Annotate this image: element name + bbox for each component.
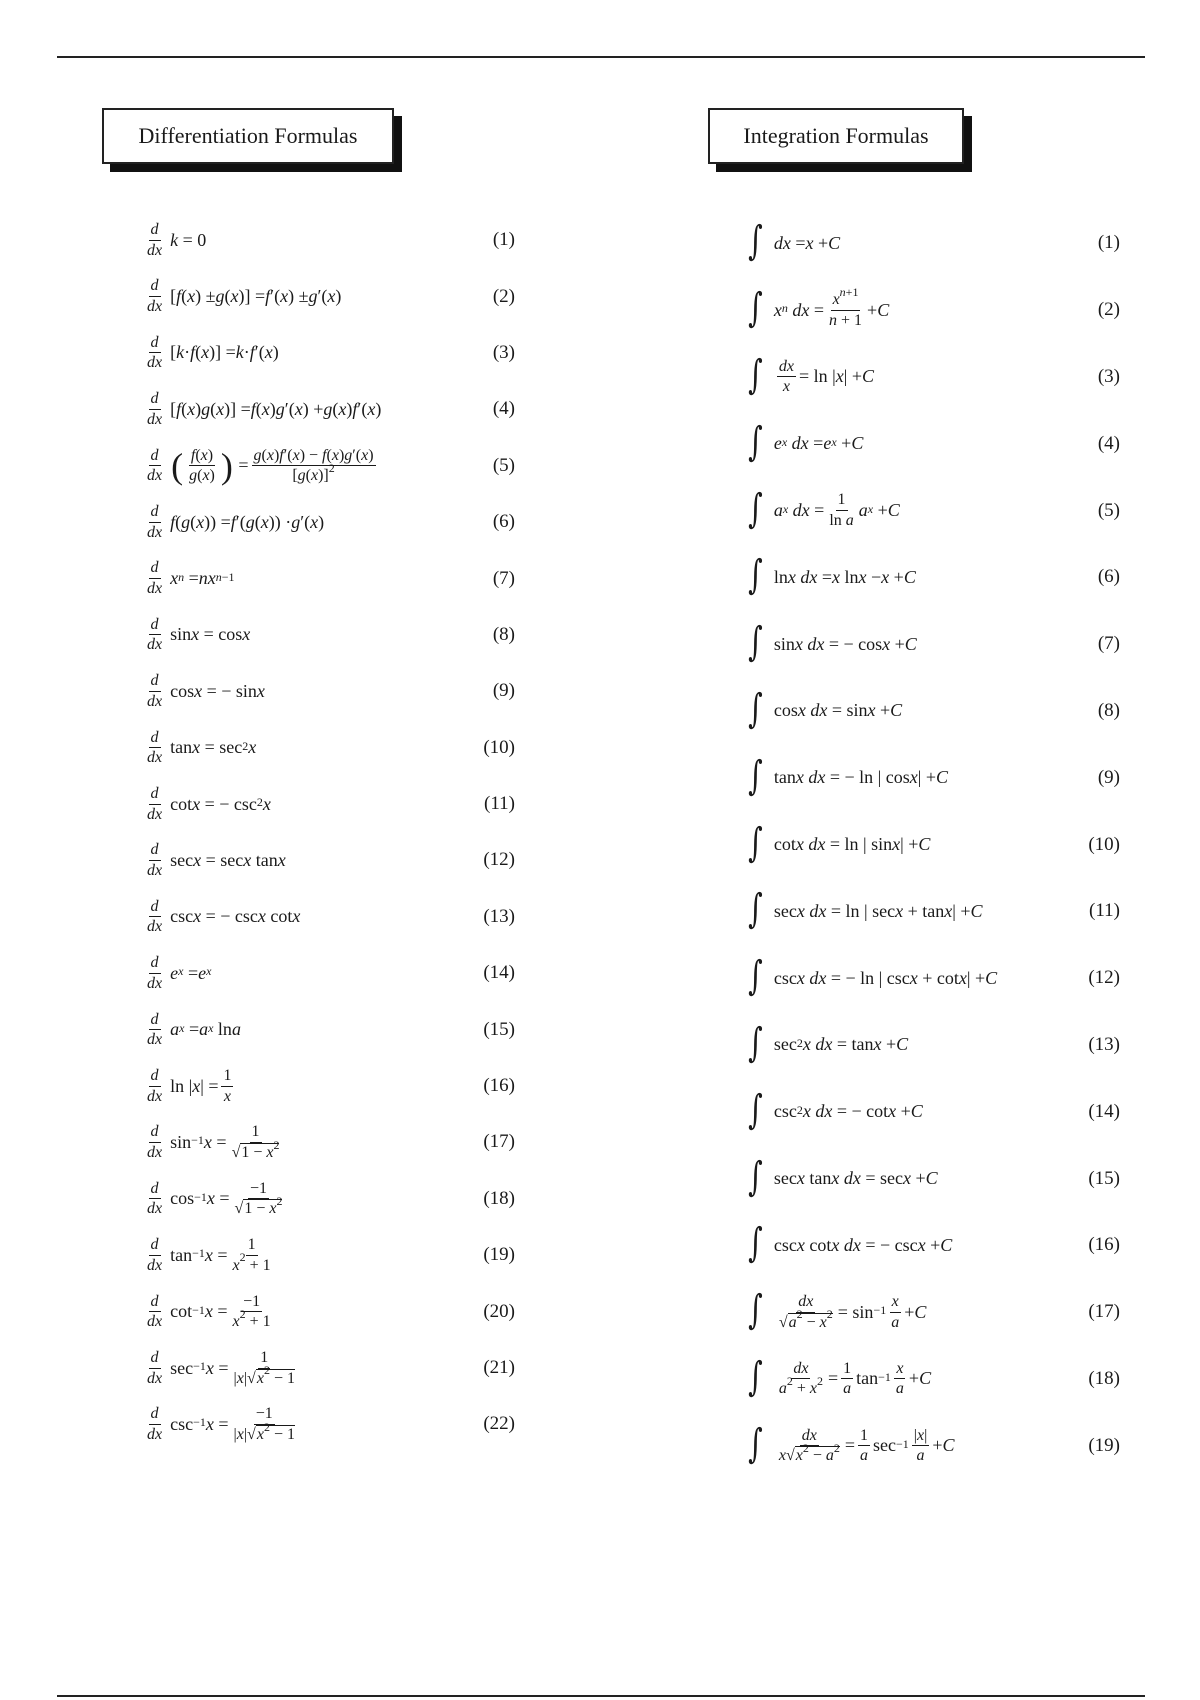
integral-sign: ∫ [748,285,763,332]
integral-sign: ∫ [748,819,763,866]
diff-formula-3 [145,325,515,381]
diff-formula-22 [145,1396,515,1452]
int-formula-4 [745,410,1120,477]
diff-formula-7 [145,550,515,606]
equation-number: (16) [1088,1234,1120,1256]
formula-expression: ∫ sin x dx = − cos x + C [748,619,917,666]
equation-number: (17) [483,1131,515,1153]
integral-sign: ∫ [748,218,763,265]
equation-number: (2) [1097,299,1120,321]
equation-number: (22) [483,1413,515,1435]
formula-expression: $\frac{d}{dx}$ ln | x | = $\frac{1}{x}$ [147,1066,232,1105]
equation-number: (14) [483,962,515,984]
formula-expression: $\frac{d}{dx}$ cos $^{-1}$ x = $\frac{-1}{√1 - x^2}$ [147,1179,283,1218]
integral-sign: ∫ [748,1420,763,1467]
formula-expression: ∫ a $^x$ dx = $\frac{1}{\text{ln a}}$ a $^x$ + C [748,485,900,532]
diff-formula-15 [145,1001,515,1057]
formula-expression: $\frac{d}{dx}$ k = 0 [147,221,207,259]
integral-sign: ∫ [748,1086,763,1133]
integral-sign: ∫ [748,351,763,398]
equation-number: (20) [483,1300,515,1322]
equation-number: (7) [492,567,515,589]
differentiation-title: Differentiation Formulas [102,108,394,164]
integral-sign: ∫ [748,619,763,666]
diff-formula-21 [145,1340,515,1396]
integral-sign: ∫ [748,685,763,732]
formula-expression: $\frac{d}{dx}$ sec $^{-1}$ x = $\frac{1}{|x|√x^2 - 1}$ [147,1348,295,1387]
equation-number: (7) [1097,633,1120,655]
diff-formula-2 [145,268,515,324]
formula-expression: ∫ e $^x$ dx = e $^x$ + C [748,418,864,465]
diff-formula-16 [145,1058,515,1114]
formula-expression: $\frac{d}{dx}$ a $^x$ = a $^x$ ln a [147,1010,241,1049]
formula-expression: ∫ csc $^2$ x dx = − cot x + C [748,1086,923,1133]
int-formula-5 [745,477,1120,544]
formula-expression: ∫ $\frac{dx}{x√x^2 - a^2}$ = $\frac{1}{a}$ sec $^{-1}$ $\frac{|x|}{a}$ + C [748,1420,955,1467]
int-formula-1 [745,210,1120,277]
formula-expression: $\frac{d}{dx}$ ( $\frac{f(x)}{g(x)}$ ) = $\frac{g(x)f'(x) - f(x)g'(x)}{[g(x)]^2}$ [147,445,374,486]
formula-expression: $\frac{d}{dx}$ sin $^{-1}$ x = $\frac{1}{√1 - x^2}$ [147,1123,280,1161]
int-formula-10 [745,811,1120,878]
int-formula-17 [745,1279,1120,1346]
formula-expression: ∫ tan x dx = − ln | cos x | + C [748,752,949,799]
formula-expression: ∫ csc x dx = − ln | csc x + cot x | + C [748,953,998,1000]
integral-sign: ∫ [748,752,763,799]
equation-number: (5) [492,454,515,476]
diff-formula-4 [145,381,515,437]
diff-formula-8 [145,607,515,663]
integral-sign: ∫ [748,552,763,599]
equation-number: (6) [1097,566,1120,588]
equation-number: (10) [1088,833,1120,855]
formula-expression: $\frac{d}{dx}$ tan $^{-1}$ x = $\frac{1}{x^2 + 1}$ [147,1236,271,1274]
integral-sign: ∫ [748,418,763,465]
equation-number: (9) [492,680,515,702]
equation-number: (4) [1097,432,1120,454]
equation-number: (12) [1088,967,1120,989]
diff-formula-1 [145,212,515,268]
formula-expression: ∫ sec $^2$ x dx = tan x + C [748,1019,909,1066]
equation-number: (17) [1088,1301,1120,1323]
formula-expression: $\frac{d}{dx}$ e $^x$ = e $^x$ [147,954,212,992]
formula-expression: ∫ $\frac{dx}{a^2 + x^2}$ = $\frac{1}{a}$ tan $^{-1}$ $\frac{x}{a}$ + C [748,1353,932,1400]
formula-expression: ∫ $\frac{dx}{x}$ = ln | x | + C [748,351,874,398]
equation-number: (5) [1097,499,1120,521]
int-formula-6 [745,544,1120,611]
top-rule [57,56,1145,58]
bottom-rule [57,1695,1145,1697]
formula-expression: $\frac{d}{dx}$ sec x = sec x tan x [147,841,286,879]
equation-number: (3) [1097,365,1120,387]
diff-formula-6 [145,494,515,550]
equation-number: (15) [483,1018,515,1040]
formula-expression: $\frac{d}{dx}$ [ f ( x ) ± g ( x )] = f ′( x ) ± g ′( x ) [147,277,342,316]
equation-number: (8) [492,623,515,645]
integral-sign: ∫ [748,1220,763,1267]
integral-sign: ∫ [748,485,763,532]
formula-expression: ∫ ln x dx = x ln x − x + C [748,552,916,599]
formula-expression: ∫ sec x dx = ln | sec x + tan x | + C [748,886,983,933]
equation-number: (21) [483,1357,515,1378]
equation-number: (6) [492,511,515,533]
integral-sign: ∫ [748,886,763,933]
int-formula-2 [745,277,1120,344]
equation-number: (19) [483,1244,515,1266]
integral-sign: ∫ [748,1353,763,1400]
equation-number: (14) [1088,1100,1120,1122]
int-formula-15 [745,1145,1120,1212]
formula-expression: $\frac{d}{dx}$ csc x = − csc x cot x [147,897,301,936]
diff-formula-19 [145,1227,515,1283]
equation-number: (9) [1097,766,1120,788]
diff-formula-12 [145,832,515,888]
formula-expression: $\frac{d}{dx}$ f ( g ( x )) = f ′( g ( x )) · g ′( x ) [147,503,325,541]
formula-expression: $\frac{d}{dx}$ [ k · f ( x )] = k · f ′( x ) [147,333,279,372]
int-formula-19 [745,1412,1120,1479]
equation-number: (11) [1089,900,1120,922]
diff-formula-18 [145,1171,515,1227]
int-formula-13 [745,1012,1120,1079]
equation-number: (19) [1088,1434,1120,1456]
formula-expression: ∫ dx = x + C [748,218,841,265]
equation-number: (4) [492,398,515,420]
formula-expression: $\frac{d}{dx}$ csc $^{-1}$ x = $\frac{-1}{|x|√x^2 - 1}$ [147,1405,295,1443]
formula-expression: $\frac{d}{dx}$ cos x = − sin x [147,672,265,710]
diff-formula-13 [145,889,515,945]
formula-expression: ∫ sec x tan x dx = sec x + C [748,1153,938,1200]
equation-number: (18) [483,1187,515,1209]
diff-formula-5 [145,438,515,494]
int-formula-14 [745,1078,1120,1145]
formula-expression: $\frac{d}{dx}$ x $^n$ = nx $^{n -1}$ [147,559,235,598]
equation-number: (12) [483,849,515,871]
integral-sign: ∫ [748,1019,763,1066]
int-formula-8 [745,678,1120,745]
equation-number: (16) [483,1075,515,1097]
formula-expression: $\frac{d}{dx}$ sin x = cos x [147,615,251,654]
equation-number: (15) [1088,1167,1120,1189]
equation-number: (2) [492,285,515,307]
equation-number: (11) [484,793,515,815]
equation-number: (13) [483,905,515,927]
formula-expression: $\frac{d}{dx}$ cot $^{-1}$ x = $\frac{-1}{x^2 + 1}$ [147,1292,271,1331]
integral-sign: ∫ [748,1287,763,1334]
diff-formula-20 [145,1283,515,1339]
int-formula-9 [745,744,1120,811]
formula-expression: ∫ csc x cot x dx = − csc x + C [748,1220,953,1267]
equation-number: (3) [492,341,515,363]
integration-list [745,210,1120,1479]
formula-expression: ∫ cot x dx = ln | sin x | + C [748,819,931,866]
formula-expression: $\frac{d}{dx}$ cot x = − csc $^2$ x [147,785,271,823]
integration-title: Integration Formulas [708,108,964,164]
int-formula-16 [745,1212,1120,1279]
equation-number: (10) [483,736,515,758]
integral-sign: ∫ [748,1153,763,1200]
diff-formula-11 [145,776,515,832]
formula-expression: ∫ cos x dx = sin x + C [748,685,903,732]
diff-formula-10 [145,720,515,776]
int-formula-18 [745,1346,1120,1413]
int-formula-3 [745,344,1120,411]
differentiation-list [145,212,515,1453]
diff-formula-9 [145,663,515,719]
equation-number: (13) [1088,1033,1120,1055]
int-formula-11 [745,878,1120,945]
int-formula-12 [745,945,1120,1012]
equation-number: (18) [1088,1367,1120,1389]
formula-expression: ∫ $\frac{dx}{√a^2 - x^2}$ = sin $^{-1}$ $\frac{x}{a}$ + C [748,1287,927,1334]
diff-formula-14 [145,945,515,1001]
formula-expression: ∫ x $^n$ dx = $\frac{x^{n+1}}{n + 1}$ + C [748,284,890,332]
equation-number: (8) [1097,699,1120,721]
formula-expression: $\frac{d}{dx}$ [ f ( x ) g ( x )] = f ( x ) g ′( x ) + g ( x ) f ′( x ) [147,390,382,428]
formula-expression: $\frac{d}{dx}$ tan x = sec $^2$ x [147,728,257,767]
diff-formula-17 [145,1114,515,1170]
equation-number: (1) [492,229,515,251]
equation-number: (1) [1097,232,1120,254]
integral-sign: ∫ [748,953,763,1000]
int-formula-7 [745,611,1120,678]
